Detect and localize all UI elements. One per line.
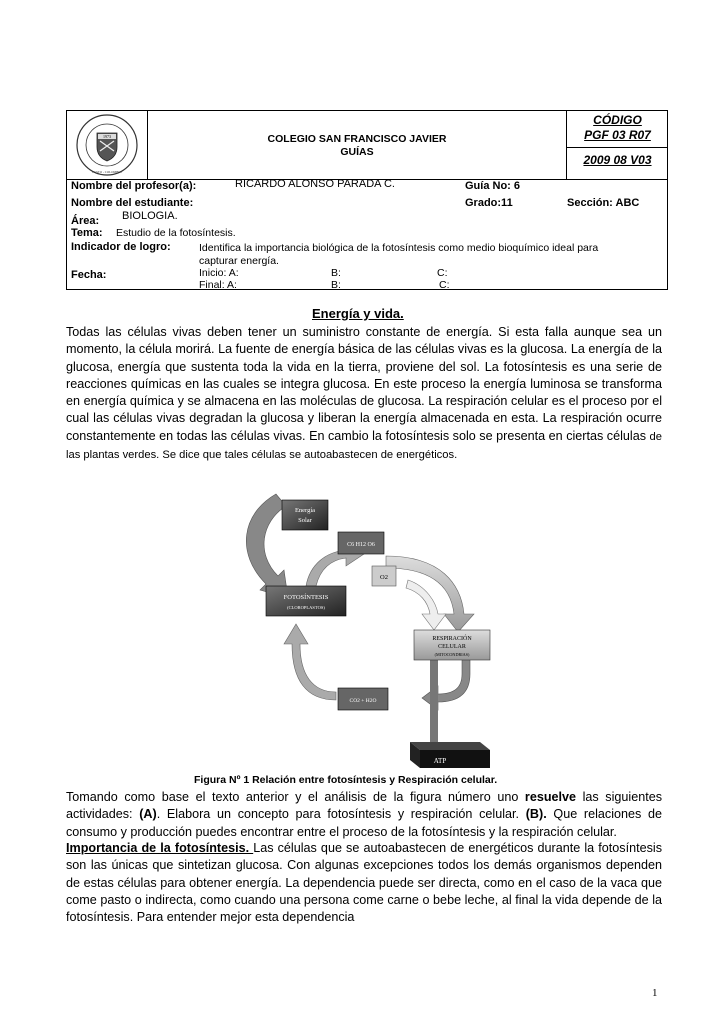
area-label: Área: — [71, 215, 100, 227]
figure-caption: Figura Nº 1 Relación entre fotosíntesis y Respiración celular. — [194, 774, 498, 786]
date-start-c: C: — [437, 267, 448, 279]
solar-energy-box — [282, 500, 328, 530]
importance-text: Las células que se autoabastecen de energéticos durante la fotosíntesis son las únicas que sintetizan glucosa. Con algunas excepciones todos los demás organismos dependen de estas células para obtener energía. La dependencia puede ser directa, como en el caso de la vaca que come pasto o indirecta, como cuando una persona come carne o bebe leche, al final la vida depende de la fotosíntesis. Para entender mejor esta dependencia — [66, 841, 662, 925]
respiration-label-2: CELULAR — [438, 644, 466, 650]
document-type: GUÍAS — [340, 146, 374, 158]
section-label: Sección: ABC — [567, 197, 640, 209]
code-label: CÓDIGO — [593, 113, 642, 127]
mitochondria-label: (MITOCONDRIAS) — [434, 652, 470, 657]
activity-b: (B). — [525, 807, 547, 822]
indicator-label: Indicador de logro: — [71, 241, 171, 253]
intro-paragraph-block — [66, 324, 662, 464]
header-row — [67, 111, 667, 180]
importance-title: Importancia de la fotosíntesis. — [66, 841, 254, 855]
logo-cell — [67, 111, 148, 179]
photosynthesis-respiration-diagram — [236, 474, 526, 770]
co2-to-photo-arrow — [284, 624, 336, 700]
intro-small-text: de las plantas verdes. Se dice que tales células se autoabastecen de energéticos. — [66, 430, 662, 462]
section-title: Energía y vida. — [312, 306, 404, 321]
school-logo — [67, 111, 147, 179]
date-start-a: Inicio: A: — [199, 267, 239, 279]
code-value: PGF 03 R07 — [584, 128, 651, 142]
respiration-to-co2-arrow — [422, 658, 470, 710]
photosynthesis-label: FOTOSÍNTESIS — [283, 594, 329, 601]
student-label: Nombre del estudiante: — [71, 197, 194, 209]
glucose-label: C6 H12 O6 — [347, 542, 375, 548]
atp-box-top — [410, 742, 490, 750]
importance-paragraph — [66, 840, 662, 926]
logo-year: 1973 — [103, 134, 111, 139]
indicator-line-1: Identifica la importancia biológica de la fotosíntesis como medio bioquímico ideal para — [199, 242, 599, 254]
chloroplast-label: (CLOROPLASTOS) — [287, 605, 325, 610]
solar-label-1: Energía — [294, 507, 316, 514]
respiration-label-1: RESPIRACIÓN — [432, 636, 472, 642]
topic-label: Tema: — [71, 227, 103, 239]
oxygen-to-respiration-arrow — [406, 580, 446, 630]
date-end-a: Final: A: — [199, 279, 237, 291]
date-start-b: B: — [331, 267, 341, 279]
date-end-c: C: — [439, 279, 450, 291]
teacher-value: RICARDO ALONSO PARADA C. — [235, 178, 395, 190]
atp-box — [420, 750, 490, 768]
date-label: Fecha: — [71, 269, 107, 281]
indicator-line-2: capturar energía. — [199, 255, 279, 267]
teacher-label: Nombre del profesor(a): — [71, 180, 197, 192]
solar-label-2: Solar — [298, 517, 312, 524]
logo-bottom-text: PASTO - COLOMBIA — [92, 170, 122, 174]
activity-a: (A) — [139, 807, 157, 822]
intro-paragraph: Todas las células vivas deben tener un suministro constante de energía. Si esta falla aunque sea un momento, la célula morirá. La fuente de energía básica de las células vivas es la glucosa. La energía de la glucosa, energía que sustenta toda la vida en la tierra, proviene del sol. La fotosíntesis es una serie de reacciones químicas en las cuales se integra glucosa. En este proceso la energía luminosa se transforma en energía química y se almacena en las moléculas de glucosa. La respiración celular es el proceso por el cual las células vivas degradan la glucosa y liberan la energía almacenada en esta. La respiración ocurre constantemente en todas las células vivas. En cambio la fotosíntesis solo se presenta en ciertas células de las plantas verdes. Se dice que tales células se autoabastecen de energéticos. — [66, 325, 662, 462]
header-table — [66, 110, 668, 290]
topic-value: Estudio de la fotosíntesis. — [116, 227, 236, 239]
oxygen-label: O2 — [380, 574, 388, 581]
school-name: COLEGIO SAN FRANCISCO JAVIER — [267, 133, 447, 145]
respiration-to-atp-arrow — [424, 660, 444, 756]
title-block — [227, 133, 487, 159]
resuelve-bold: resuelve — [524, 790, 577, 804]
atp-label: ATP — [433, 757, 447, 765]
activity-paragraph: Tomando como base el texto anterior y el análisis de la figura número uno resuelve las siguientes actividades: (A). Elabora un concepto para fotosíntesis y respiración celular. (B). Que relaciones de consumo y producción puedes encontrar entre el proceso de la fotosíntesis y la respiración celular. — [66, 790, 663, 839]
grade-label: Grado:11 — [465, 197, 513, 209]
code-cell — [566, 111, 668, 179]
version-value: 2009 08 V03 — [583, 153, 652, 167]
area-value: BIOLOGIA. — [122, 210, 178, 222]
co2-water-label: CO2 + H2O — [349, 698, 377, 704]
page-number: 1 — [652, 987, 658, 999]
photosynthesis-box — [266, 586, 346, 616]
guide-number: Guía No: 6 — [465, 180, 521, 192]
date-end-b: B: — [331, 279, 341, 291]
